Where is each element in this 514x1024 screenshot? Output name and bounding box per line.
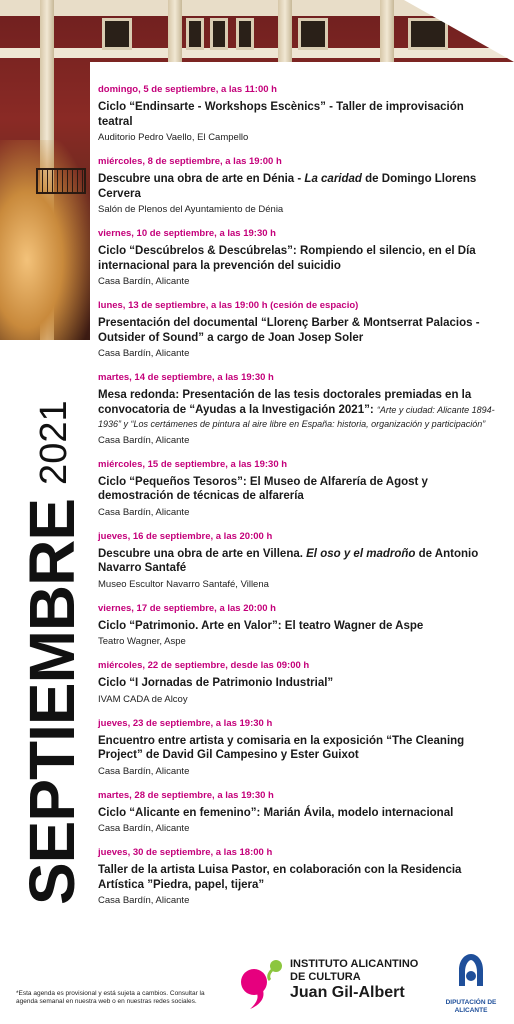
event-item bbox=[98, 531, 498, 591]
event-place: Casa Bardín, Alicante bbox=[98, 823, 190, 834]
event-title: Ciclo “Patrimonio. Arte en Valor”: El teatro Wagner de Aspe bbox=[98, 619, 424, 632]
event-item bbox=[98, 228, 498, 288]
event-place: Casa Bardín, Alicante bbox=[98, 434, 190, 446]
event-title-text: Descubre una obra de arte en Dénia - bbox=[98, 173, 305, 185]
event-item bbox=[98, 300, 498, 360]
iac-logo bbox=[232, 950, 422, 1010]
event-title-text: Mesa redonda: Presentación de las tesis doctorales premiadas en la convocatoria de “Ayudas a la Investigación 2021”: bbox=[98, 389, 472, 416]
event-place: Salón de Plenos del Ayuntamiento de Dénia bbox=[98, 204, 284, 215]
event-place: Casa Bardín, Alicante bbox=[98, 506, 190, 518]
diputacion-a-icon bbox=[453, 950, 489, 990]
event-title-text: de Antonio Navarro Santafé bbox=[98, 547, 479, 574]
event-place: Casa Bardín, Alicante bbox=[98, 895, 190, 906]
event-item bbox=[98, 847, 498, 907]
event-date: jueves, 23 de septiembre, a las 19:30 h bbox=[98, 717, 273, 729]
event-title: Ciclo “Endinsarte - Workshops Escènics” - Taller de improvisación teatral bbox=[98, 101, 464, 128]
event-title-text: de Domingo Llorens Cervera bbox=[98, 173, 477, 200]
building-window bbox=[210, 18, 228, 50]
event-place: Casa Bardín, Alicante bbox=[98, 348, 190, 359]
event-title: Encuentro entre artista y comisaria en la exposición “The Cleaning Project” de David Gil Campesino y Ester Guixot bbox=[98, 734, 465, 761]
event-item bbox=[98, 156, 498, 216]
event-place: Museo Escultor Navarro Santafé, Villena bbox=[98, 578, 269, 590]
diputacion-name: DIPUTACIÓN DE ALICANTE bbox=[445, 999, 497, 1014]
event-date: domingo, 5 de septiembre, a las 11:00 h bbox=[98, 84, 277, 95]
event-place: Teatro Wagner, Aspe bbox=[98, 636, 186, 647]
iac-name-line1: INSTITUTO ALICANTINO DE CULTURA bbox=[290, 958, 419, 983]
event-title bbox=[98, 172, 498, 201]
disclaimer-note: *Esta agenda es provisional y está sujeta a cambios. Consultar la agenda semanal en nuestra web o en nuestras redes sociales. bbox=[16, 990, 205, 1005]
event-item bbox=[98, 660, 498, 706]
event-title: Ciclo “Pequeños Tesoros”: El Museo de Alfarería de Agost y demostración de técnicas de alfarería bbox=[98, 475, 428, 502]
event-item bbox=[98, 84, 498, 144]
building-window bbox=[236, 18, 254, 50]
event-date: martes, 14 de septiembre, a las 19:30 h bbox=[98, 372, 274, 383]
event-item bbox=[98, 459, 498, 519]
year-title: 2021 bbox=[33, 400, 75, 485]
event-date: viernes, 10 de septiembre, a las 19:30 h bbox=[98, 228, 276, 239]
event-item bbox=[98, 718, 498, 778]
event-title: Ciclo “I Jornadas de Patrimonio Industrial” bbox=[98, 677, 334, 689]
artwork-title: El oso y el madroño bbox=[306, 547, 416, 560]
building-balcony bbox=[36, 168, 86, 194]
event-date: miércoles, 15 de septiembre, a las 19:30 h bbox=[98, 458, 288, 470]
event-title-text: Descubre una obra de arte en Villena. bbox=[98, 547, 307, 560]
thesis-titles: “Arte y ciudad: Alicante 1894-1936” y “Los certámenes de pintura al aire libre en España: historia, organización y participación” bbox=[98, 404, 495, 429]
event-title: Ciclo “Descúbrelos & Descúbrelas”: Rompiendo el silencio, en el Día internacional para la prevención del suicidio bbox=[98, 245, 476, 272]
events-list bbox=[98, 84, 498, 919]
artwork-title: La caridad bbox=[304, 173, 362, 185]
event-date: miércoles, 8 de septiembre, a las 19:00 h bbox=[98, 156, 282, 167]
event-date: miércoles, 22 de septiembre, desde las 09:00 h bbox=[98, 660, 310, 671]
event-date: jueves, 16 de septiembre, a las 20:00 h bbox=[98, 530, 273, 542]
event-place: Auditorio Pedro Vaello, El Campello bbox=[98, 132, 249, 143]
event-place: Casa Bardín, Alicante bbox=[98, 765, 190, 777]
event-date: viernes, 17 de septiembre, a las 20:00 h bbox=[98, 602, 276, 614]
iac-logo-icon bbox=[232, 954, 288, 1010]
event-date: jueves, 30 de septiembre, a las 18:00 h bbox=[98, 847, 273, 858]
event-item bbox=[98, 603, 498, 649]
event-date: lunes, 13 de septiembre, a las 19:00 h (cesión de espacio) bbox=[98, 300, 359, 311]
vertical-title bbox=[14, 345, 88, 905]
event-place: IVAM CADA de Alcoy bbox=[98, 693, 188, 705]
diputacion-logo bbox=[436, 950, 506, 1016]
event-date: martes, 28 de septiembre, a las 19:30 h bbox=[98, 789, 274, 801]
event-title: Ciclo “Alicante en femenino”: Marián Ávila, modelo internacional bbox=[98, 806, 454, 819]
corner-cut bbox=[404, 0, 514, 62]
month-title: SEPTIEMBRE bbox=[16, 498, 88, 905]
event-title: Presentación del documental “Llorenç Barber & Montserrat Palacios - Outsider of Sound” a cargo de Joan Josep Soler bbox=[98, 317, 480, 344]
building-window bbox=[298, 18, 328, 50]
building-window bbox=[186, 18, 204, 50]
building-window bbox=[102, 18, 132, 50]
event-place: Casa Bardín, Alicante bbox=[98, 276, 190, 287]
iac-name-line2: Juan Gil-Albert bbox=[290, 984, 405, 1001]
event-title bbox=[98, 388, 498, 432]
event-title bbox=[98, 547, 498, 576]
event-item bbox=[98, 790, 498, 836]
event-item bbox=[98, 372, 498, 447]
event-title: Taller de la artista Luisa Pastor, en colaboración con la Residencia Artística ”Piedra, papel, tijera” bbox=[98, 864, 462, 891]
